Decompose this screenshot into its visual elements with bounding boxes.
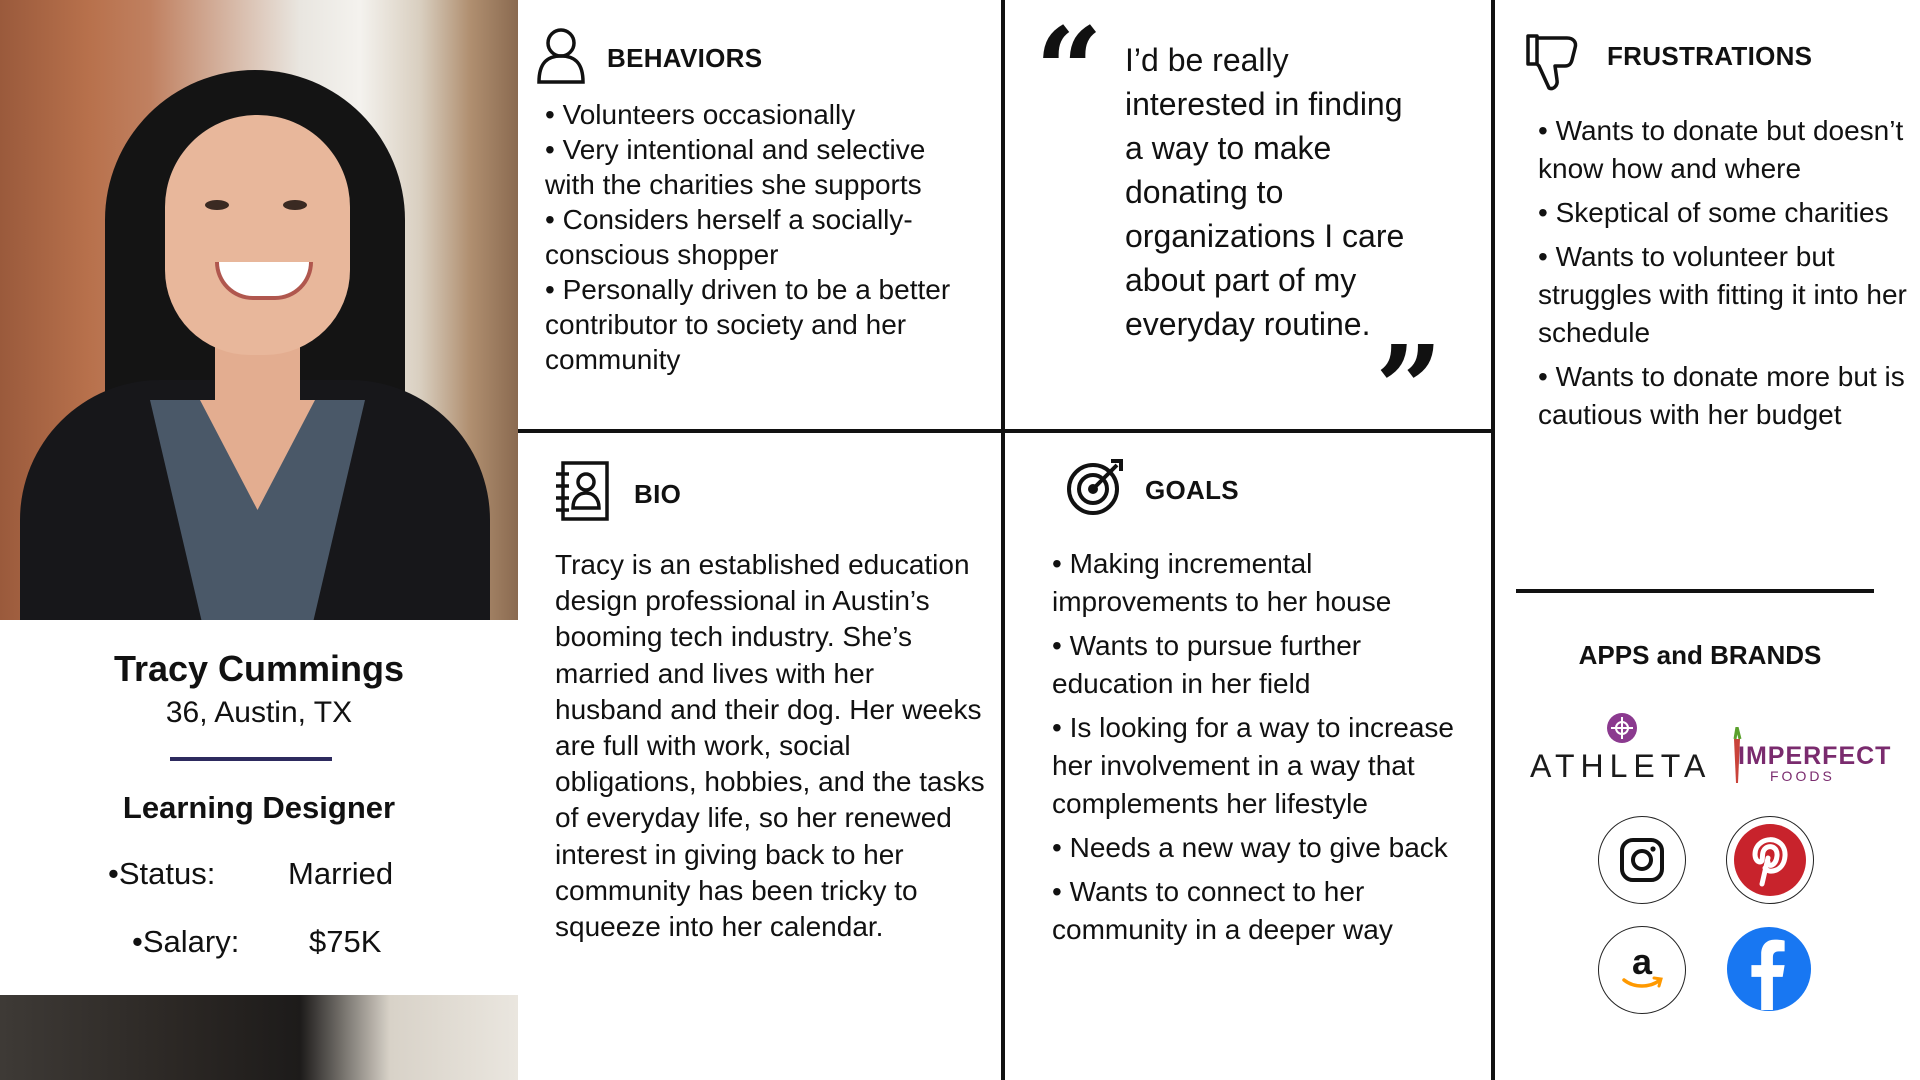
frustrations-divider: [1516, 589, 1874, 593]
list-item: • Is looking for a way to increase her involvement in a way that complements her lifestyle: [1052, 709, 1472, 823]
amazon-icon: [1598, 926, 1686, 1014]
frustrations-list: [1538, 112, 1918, 440]
persona-quote: I’d be really interested in finding a way to make donating to organizations I care about part of my everyday routine.: [1125, 42, 1405, 342]
list-item: • Wants to donate but doesn’t know how and where: [1538, 112, 1918, 188]
list-item: • Personally driven to be a better contributor to society and her community: [545, 272, 975, 377]
bio-heading: BIO: [634, 479, 682, 509]
persona-age-location: 36, Austin, TX: [165, 696, 353, 729]
goals-list: [1052, 545, 1472, 955]
thumbs-down-icon: [1525, 30, 1583, 97]
name-divider: [170, 757, 332, 761]
persona-job-title: Learning Designer: [122, 790, 396, 825]
imperfect-brand: IMPERFECT: [1738, 742, 1892, 770]
close-quote-icon: ”: [1375, 319, 1443, 458]
persona-photo-bottom: [0, 995, 518, 1080]
list-item: • Considers herself a socially-conscious shopper: [545, 202, 975, 272]
target-icon: [1065, 455, 1127, 522]
salary-label: •Salary:: [132, 924, 240, 959]
person-icon: [536, 26, 586, 89]
row-divider: [518, 429, 1493, 433]
list-item: • Wants to volunteer but struggles with fitting it into her schedule: [1538, 238, 1918, 352]
athleta-logo-icon: [1606, 712, 1638, 749]
persona-photo: [0, 0, 518, 620]
list-item: • Wants to pursue further education in her field: [1052, 627, 1472, 703]
address-book-icon: [553, 460, 611, 527]
status-value: Married: [288, 856, 394, 891]
goals-heading: GOALS: [1145, 475, 1239, 505]
profile-card: [0, 620, 518, 995]
behaviors-heading: BEHAVIORS: [607, 43, 763, 73]
list-item: • Wants to donate more but is cautious with her budget: [1538, 358, 1918, 434]
status-label: •Status:: [108, 856, 216, 891]
list-item: • Needs a new way to give back: [1052, 829, 1472, 867]
imperfect-brand-sub: FOODS: [1770, 768, 1835, 784]
svg-text:a: a: [1631, 942, 1653, 982]
column-divider: [1001, 0, 1005, 1080]
athleta-brand: ATHLETA: [1530, 748, 1712, 784]
list-item: • Wants to connect to her community in a deeper way: [1052, 873, 1472, 949]
column-divider: [1491, 0, 1495, 1080]
list-item: • Volunteers occasionally: [545, 97, 975, 132]
persona-name: Tracy Cummings: [113, 648, 405, 689]
apps-brands-heading: APPS and BRANDS: [1578, 640, 1822, 670]
instagram-icon: [1598, 816, 1686, 904]
facebook-icon: [1726, 926, 1812, 1012]
list-item: • Skeptical of some charities: [1538, 194, 1918, 232]
behaviors-list: [545, 97, 975, 377]
salary-value: $75K: [309, 924, 382, 959]
bio-text: Tracy is an established education design professional in Austin’s booming tech industry. She’s married and lives with her husband and their dog. Her weeks are full with work, social obligations, hobbies, and the tasks of everyday life, so her renewed interest in giving back to her community has been tricky to squeeze into her calendar.: [555, 549, 985, 943]
list-item: • Very intentional and selective with the charities she supports: [545, 132, 975, 202]
pinterest-icon: [1726, 816, 1814, 904]
frustrations-heading: FRUSTRATIONS: [1607, 41, 1813, 71]
list-item: • Making incremental improvements to her house: [1052, 545, 1472, 621]
open-quote-icon: “: [1035, 1, 1103, 140]
